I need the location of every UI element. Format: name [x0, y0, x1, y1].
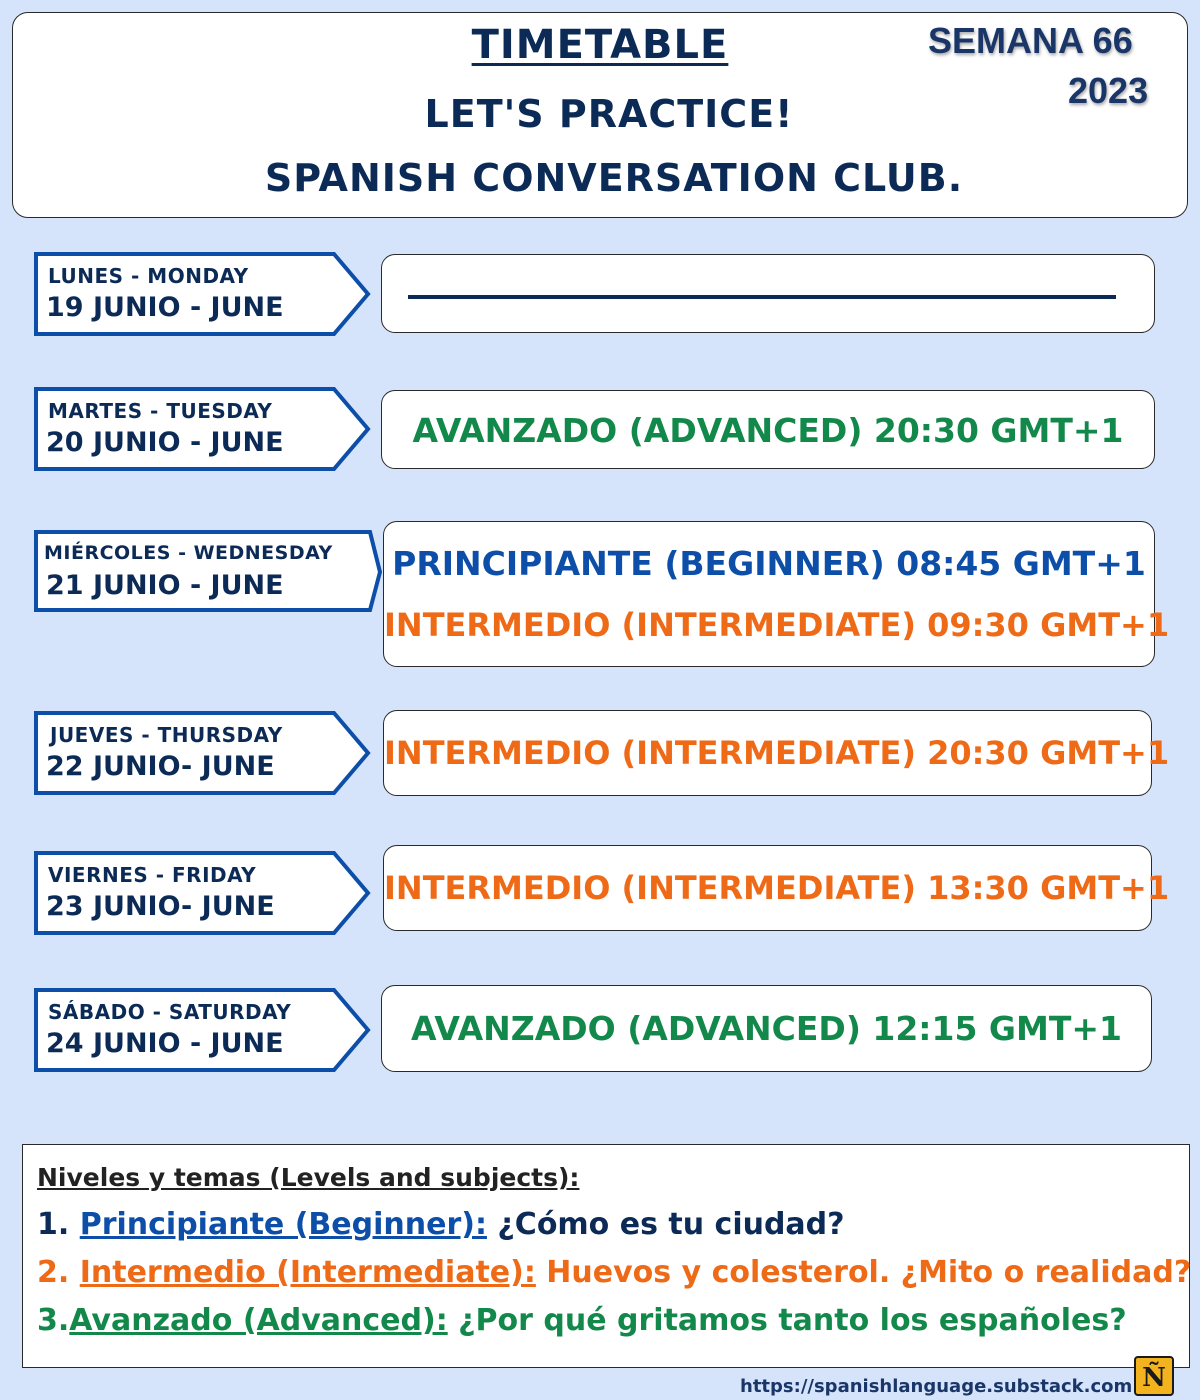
day-name: MIÉRCOLES - WEDNESDAY: [44, 542, 333, 564]
day-arrow-monday: [34, 252, 374, 336]
day-date: 23 JUNIO- JUNE: [46, 891, 275, 922]
logo: Ñ: [1134, 1356, 1174, 1396]
level-topic: ¿Cómo es tu ciudad?: [486, 1207, 845, 1242]
session-box-wednesday: [383, 521, 1170, 667]
page-subtitle-club: SPANISH CONVERSATION CLUB.: [264, 156, 964, 200]
day-name: SÁBADO - SATURDAY: [48, 1000, 292, 1024]
day-name: LUNES - MONDAY: [48, 264, 249, 288]
levels-box: [22, 1144, 1190, 1368]
day-date: 21 JUNIO - JUNE: [46, 570, 284, 601]
footer-url-link[interactable]: https://spanishlanguage.substack.com: [740, 1376, 1133, 1397]
level-intermediate: [37, 1255, 1191, 1290]
level-number: 3.: [37, 1303, 70, 1338]
page-title: TIMETABLE: [471, 22, 729, 68]
level-label: Principiante (Beginner):: [79, 1207, 487, 1242]
day-arrow-friday: [34, 851, 374, 935]
level-number: 2.: [37, 1255, 80, 1290]
day-name: VIERNES - FRIDAY: [48, 863, 257, 887]
blank-line: [408, 295, 1116, 299]
day-date: 19 JUNIO - JUNE: [46, 292, 284, 323]
level-beginner: [37, 1207, 845, 1242]
day-name: MARTES - TUESDAY: [48, 399, 273, 423]
year-label: 2023: [1068, 70, 1149, 111]
week-label: SEMANA 66: [928, 20, 1133, 61]
session-beginner: PRINCIPIANTE (BEGINNER) 08:45 GMT+1: [392, 544, 1146, 583]
day-date: 24 JUNIO - JUNE: [46, 1028, 284, 1059]
level-topic: Huevos y colesterol. ¿Mito o realidad?: [535, 1255, 1192, 1290]
day-date: 20 JUNIO - JUNE: [46, 427, 284, 458]
session-box-thursday: [383, 710, 1170, 796]
day-name: JUEVES - THURSDAY: [50, 723, 283, 747]
session-intermediate: INTERMEDIO (INTERMEDIATE) 13:30 GMT+1: [384, 869, 1170, 907]
session-box-monday: [381, 254, 1155, 333]
session-box-friday: [383, 845, 1170, 931]
level-advanced: [37, 1303, 1127, 1338]
day-date: 22 JUNIO- JUNE: [46, 751, 275, 782]
page-subtitle-practice: LET'S PRACTICE!: [424, 92, 794, 136]
session-intermediate: INTERMEDIO (INTERMEDIATE) 20:30 GMT+1: [384, 734, 1170, 772]
session-advanced: AVANZADO (ADVANCED) 12:15 GMT+1: [411, 1009, 1122, 1048]
day-arrow-saturday: [34, 988, 374, 1072]
level-number: 1.: [37, 1207, 80, 1242]
level-label: Avanzado (Advanced):: [69, 1303, 448, 1338]
session-box-tuesday: [381, 390, 1155, 469]
session-intermediate: INTERMEDIO (INTERMEDIATE) 09:30 GMT+1: [384, 606, 1170, 644]
day-arrow-wednesday: [34, 530, 374, 614]
levels-heading: Niveles y temas (Levels and subjects):: [37, 1163, 580, 1192]
day-arrow-thursday: [34, 711, 374, 795]
level-label: Intermedio (Intermediate):: [79, 1255, 536, 1290]
level-topic: ¿Por qué gritamos tanto los españoles?: [447, 1303, 1127, 1338]
day-arrow-tuesday: [34, 387, 374, 471]
session-box-saturday: [381, 985, 1152, 1072]
session-advanced: AVANZADO (ADVANCED) 20:30 GMT+1: [412, 411, 1124, 450]
